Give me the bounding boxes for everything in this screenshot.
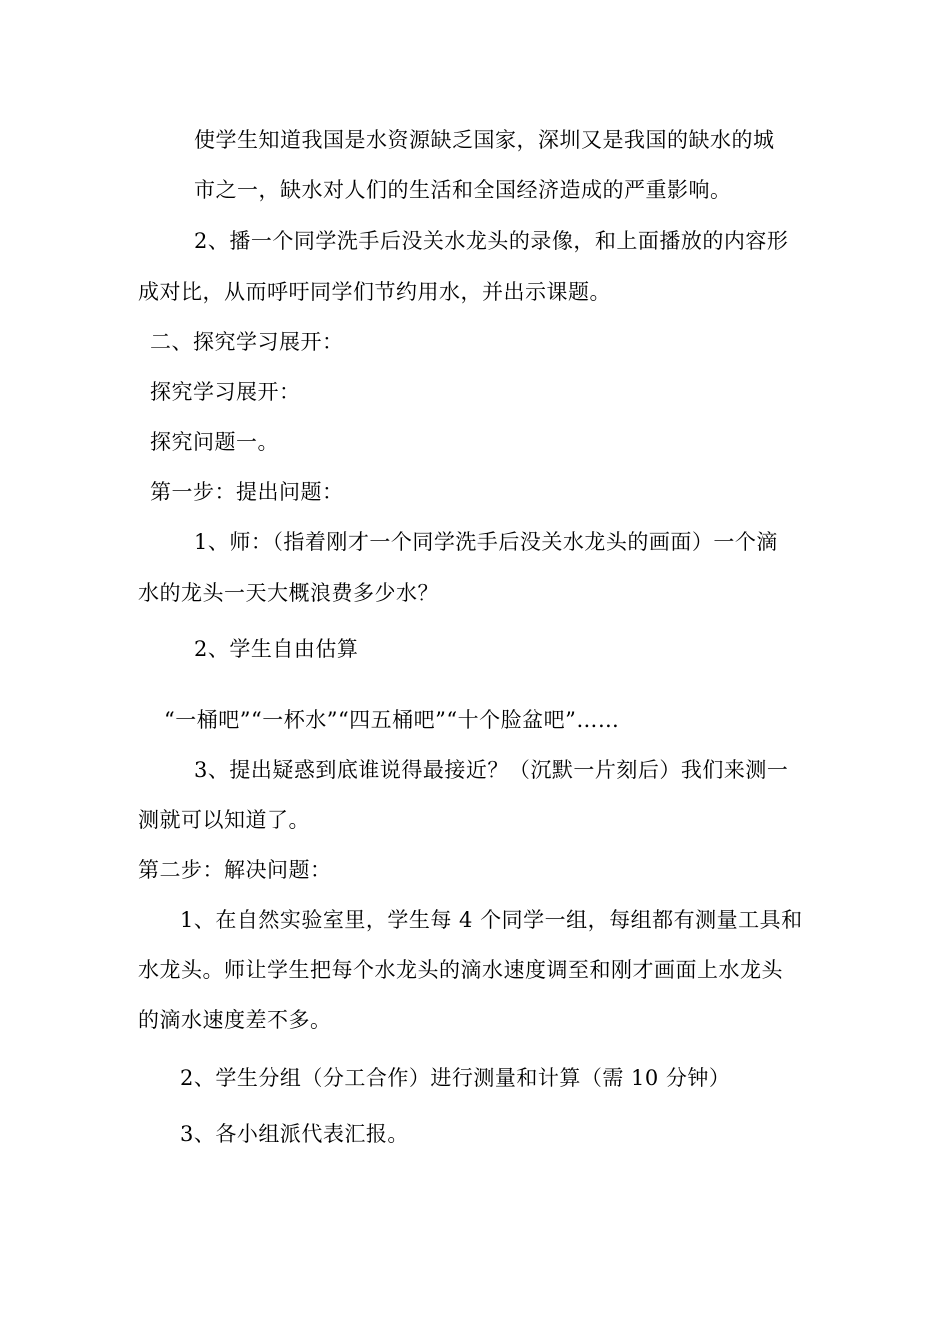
step-heading: 第二步：解决问题： [138, 858, 332, 882]
paragraph-line: 测就可以知道了。 [138, 808, 310, 832]
paragraph-line: 3、各小组派代表汇报。 [180, 1122, 409, 1146]
section-heading: 二、探究学习展开： [150, 330, 344, 354]
paragraph-line: 水的龙头一天大概浪费多少水？ [138, 581, 439, 605]
section-heading: 探究学习展开： [150, 380, 301, 404]
paragraph-line: 3、提出疑惑到底谁说得最接近？（沉默一片刻后）我们来测一 [194, 758, 789, 782]
paragraph-line: 1、在自然实验室里，学生每 4 个同学一组，每组都有测量工具和 [180, 908, 803, 932]
step-heading: 第一步：提出问题： [150, 480, 344, 504]
paragraph-line: 1、师：（指着刚才一个同学洗手后没关水龙头的画面）一个滴 [194, 530, 778, 554]
paragraph-line: 2、学生自由估算 [194, 637, 359, 661]
section-heading: 探究问题一。 [150, 430, 279, 454]
paragraph-line: “一桶吧”“一杯水”“四五桶吧”“十个脸盆吧”…… [164, 708, 620, 732]
paragraph-line: 水龙头。师让学生把每个水龙头的滴水速度调至和刚才画面上水龙头 [138, 958, 783, 982]
paragraph-line: 的滴水速度差不多。 [138, 1008, 332, 1032]
paragraph-line: 市之一，缺水对人们的生活和全国经济造成的严重影响。 [194, 178, 732, 202]
paragraph-line: 使学生知道我国是水资源缺乏国家，深圳又是我国的缺水的城 [194, 128, 775, 152]
paragraph-line: 2、播一个同学洗手后没关水龙头的录像，和上面播放的内容形 [194, 229, 789, 253]
paragraph-line: 2、学生分组（分工合作）进行测量和计算（需 10 分钟） [180, 1066, 731, 1090]
paragraph-line: 成对比，从而呼吁同学们节约用水，并出示课题。 [138, 280, 611, 304]
